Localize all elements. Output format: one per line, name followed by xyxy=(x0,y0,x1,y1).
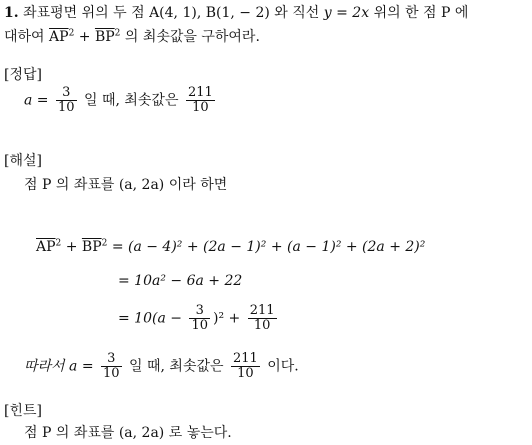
problem-text-1b: 위의 한 점 P 에 xyxy=(373,5,469,21)
solution-header: [해설] xyxy=(4,153,42,169)
problem-number: 1. xyxy=(4,5,19,21)
solution-intro: 점 P 의 좌표를 (a, 2a) 이라 하면 xyxy=(24,177,228,193)
problem-line-2: 대하여 $\overline{AP}^2 + \overline{BP}^2$ 의 최솟값을 구하여라. xyxy=(4,28,260,45)
hint-text: 점 P 의 좌표를 (a, 2a) 로 놓는다. xyxy=(24,425,232,441)
problem-line-1 xyxy=(4,4,468,22)
answer-fraction: $\frac{3}{10}$ xyxy=(57,85,75,115)
hint-header: [힌트] xyxy=(4,403,42,419)
problem-text-1a: 좌표평면 위의 두 점 A(4, 1), B(1, − 2) 와 직선 xyxy=(23,5,320,21)
solution-eq-1: $\overline{AP}^2 + \overline{BP}^2 = (a - 4)^2 + (2a - 1)^2 + (a - 1)^2 + (2a + 2)^2$ xyxy=(36,238,426,255)
solution-eq-3: = 10(a − $\frac{3}{10}$ )² + $\frac{211}{10}$ xyxy=(118,303,275,333)
answer-value-fraction: $\frac{211}{10}$ xyxy=(187,85,213,115)
answer-header: [정답] xyxy=(4,67,42,83)
answer-line xyxy=(24,86,218,115)
problem-line-equation: y = 2x xyxy=(323,5,370,21)
solution-eq-2: = 10a² − 6a + 22 xyxy=(118,273,243,289)
segment-bp: $\overline{BP}$ xyxy=(94,29,115,45)
solution-conclusion: 따라서 a = $\frac{3}{10}$ 일 때, 최솟값은 $\frac{211}{10}$ 이다. xyxy=(24,351,299,381)
problem-text-2a: 대하여 xyxy=(4,29,45,45)
answer-mid-text: 일 때, 최솟값은 xyxy=(83,92,179,109)
problem-text-2b: 의 최솟값을 구하여라. xyxy=(124,29,260,45)
answer-var: a = xyxy=(24,92,49,109)
segment-ap: $\overline{AP}$ xyxy=(49,29,69,45)
